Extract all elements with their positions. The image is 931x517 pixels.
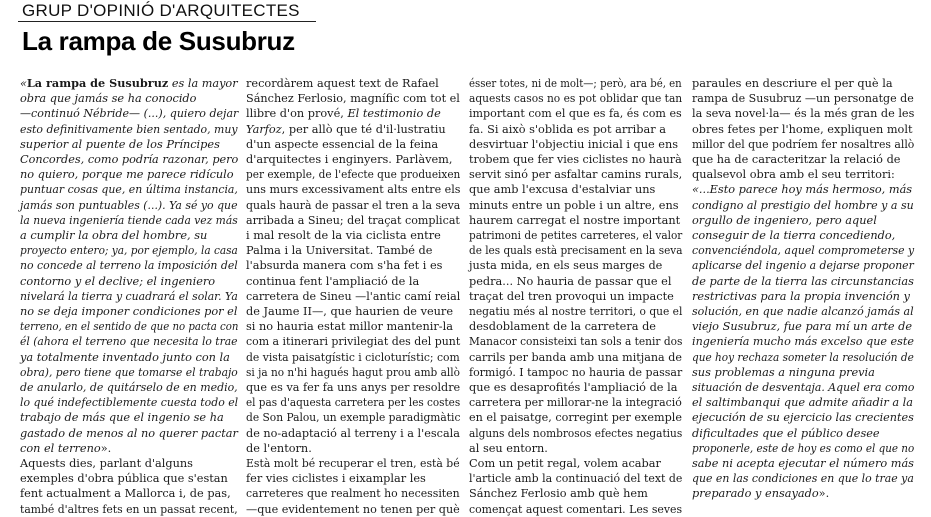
text-run: carretera de Sineu —l'antic camí reial — [246, 289, 461, 303]
text-line — [246, 258, 460, 273]
text-run: llibre d'on prové, — [246, 107, 348, 121]
text-run: recordàrem aquest text de Rafael — [246, 77, 439, 90]
text-run: solución, en que nadie alcanzó jamás al — [692, 305, 914, 319]
article-headline: La rampa de Susubruz — [22, 26, 295, 56]
text-line — [692, 274, 914, 289]
text-run: a cumplir la obra del hombre, su — [20, 229, 208, 243]
text-line — [692, 198, 914, 213]
text-run: pedra... No hauria de passar que el — [469, 274, 672, 288]
text-line — [692, 441, 915, 456]
text-line — [246, 350, 460, 365]
text-run: Sánchez Ferlosio amb què hem — [469, 487, 648, 501]
text-run: quals haurà de passar el tren a la seva — [246, 198, 461, 212]
text-line — [246, 152, 460, 167]
text-line — [469, 274, 682, 289]
text-line — [246, 182, 461, 197]
text-run: ». — [100, 441, 112, 455]
text-line — [246, 76, 460, 91]
text-line — [692, 395, 914, 410]
text-run: negatiu més al nostre territori, o que el — [469, 305, 683, 319]
text-run: d'arquitectes i enginyers. Parlàvem, — [246, 153, 453, 167]
text-run: no concede al terreno la imposición del — [20, 259, 238, 273]
text-run: que hoy rechaza someter la resolución de — [692, 350, 914, 364]
text-run: « — [20, 77, 27, 90]
text-line — [246, 395, 461, 410]
text-run: «...Esto parece hoy más hermoso, más — [692, 183, 913, 197]
text-line — [692, 410, 912, 425]
text-line — [469, 456, 682, 471]
text-line — [692, 213, 914, 228]
text-run: conseguir de la tierra concediendo, — [692, 229, 896, 243]
text-line — [20, 289, 238, 304]
text-run: de anularlo, de quitárselo de en medio, — [20, 381, 238, 395]
text-run: El testimonio de — [347, 107, 441, 121]
text-run: fa. Si això s'oblida es pot arribar a — [469, 122, 666, 136]
text-line — [692, 258, 914, 273]
text-line — [20, 243, 238, 258]
text-line — [246, 167, 461, 182]
text-run: i mal resolt de la via ciclista entre — [246, 229, 441, 243]
text-run: si ja no n'hi hagués hagut prou amb allò — [246, 365, 460, 379]
text-line — [246, 289, 461, 304]
text-line — [692, 243, 915, 258]
text-line — [20, 76, 237, 91]
text-run: terreno, en el sentido de que no pacta con — [20, 320, 239, 334]
text-run: exemples d'obra pública que s'estan — [20, 472, 228, 486]
text-line — [246, 471, 460, 486]
text-run: qualsevol obra amb el seu territori: — [692, 168, 895, 182]
text-run: l'absurda manera com s'ha fet i es — [246, 259, 443, 273]
text-line — [469, 258, 682, 273]
text-run: preparado y ensayado — [692, 487, 819, 501]
text-line — [469, 137, 682, 152]
text-run: aquests casos no es pot oblidar que tan — [469, 92, 683, 106]
text-line — [246, 410, 461, 425]
text-run: gastado de menos al no querer pactar — [20, 426, 238, 440]
text-run: desdoblament de la carretera de — [469, 320, 656, 334]
text-run: sabe ni acepta ejecutar el número más — [692, 457, 914, 471]
text-line — [20, 152, 237, 167]
text-line — [20, 122, 238, 137]
text-run: la seva novel·la— és la més gran de les — [692, 107, 915, 121]
text-run: d'un aspecte essencial de la feina — [246, 137, 439, 151]
text-run: l'article amb la continuació del text de — [469, 472, 683, 486]
text-line — [20, 502, 238, 517]
text-line — [20, 106, 239, 121]
text-run: proyecto entero; ya, por ejemplo, la casa — [20, 244, 238, 258]
text-line — [20, 410, 238, 425]
text-line — [692, 334, 914, 349]
text-line — [469, 334, 683, 349]
text-line — [20, 182, 238, 197]
text-line — [20, 319, 239, 334]
text-line — [692, 456, 914, 471]
text-run: de Son Palou, un exemple paradigmàtic — [246, 411, 461, 425]
text-run: no quiero, porque me parece ridículo — [20, 168, 234, 182]
text-run: aplicarse del ingenio a dejarse proponer — [692, 259, 914, 273]
text-run: Concordes, como podría razonar, pero — [20, 153, 239, 167]
text-run: continua fent l'ampliació de la — [246, 274, 420, 288]
text-line — [469, 91, 683, 106]
text-line — [469, 395, 682, 410]
text-run: situación de desventaja. Aquel era como — [692, 381, 915, 395]
text-run: sus problemas a ninguna previa — [692, 365, 875, 379]
text-run: en el paisatge, corregint per exemple — [469, 411, 682, 425]
text-run: carrils per banda amb una mitjana de — [469, 350, 682, 364]
text-line — [246, 502, 458, 517]
text-run: de parte de la tierra las circunstancias — [692, 274, 914, 288]
text-run: condigno al prestigio del hombre y a su — [692, 198, 914, 212]
text-run: com a itinerari privilegiat des del punt — [246, 335, 461, 349]
text-run: ejecución de su ejercicio las crecientes — [692, 411, 914, 425]
text-line — [692, 182, 914, 197]
text-run: haurem carregat el nostre important — [469, 213, 681, 227]
text-line — [692, 137, 915, 152]
text-run: que es va fer fa uns anys per resoldre — [246, 381, 461, 395]
text-line — [246, 198, 461, 213]
text-line — [246, 319, 460, 334]
text-line — [20, 426, 238, 441]
kicker-rule — [18, 21, 316, 22]
text-run: uns murs excessivament alts entre els — [246, 183, 461, 197]
text-run: desvirtuar l'objectiu inicial i que ens — [469, 137, 679, 151]
text-run: convenciéndola, aquel comprometerse y — [692, 244, 915, 258]
text-line — [692, 486, 914, 501]
text-run: de les quals està precisament en la seva — [469, 244, 683, 258]
text-line — [20, 198, 238, 213]
text-run: fent actualment a Mallorca i, de pas, — [20, 487, 231, 501]
text-run: lo qué indefectiblemente cuesta todo el — [20, 396, 239, 410]
text-run: puntuar cosas que, en última instancia, — [20, 183, 238, 197]
text-run: de l'entorn. — [246, 441, 312, 455]
text-line — [20, 137, 238, 152]
text-line — [469, 106, 682, 121]
text-line — [246, 274, 460, 289]
text-line — [692, 122, 914, 137]
text-run: ingeniería mucho más excelso que este — [692, 335, 914, 349]
text-run: al seu entorn. — [469, 441, 548, 455]
text-run: formigó. I tampoc no hauria de passar — [469, 365, 683, 379]
text-run: jamás son puntuables (...). Ya sé yo que — [20, 198, 238, 212]
text-run: obra que jamás se ha conocido — [20, 92, 197, 106]
text-line — [692, 380, 915, 395]
text-line — [469, 228, 683, 243]
text-line — [20, 213, 238, 228]
text-line — [469, 410, 680, 425]
text-line — [246, 426, 459, 441]
text-line — [20, 486, 238, 501]
text-line — [246, 441, 460, 456]
text-run: viejo Susubruz, fue para mí un arte de — [692, 320, 913, 334]
text-line — [692, 106, 913, 121]
text-line — [469, 213, 682, 228]
text-line — [469, 182, 682, 197]
text-run: justa mida, en els seus marges de — [469, 259, 663, 273]
text-run: contorno y el declive; el ingeniero — [20, 274, 216, 288]
text-line — [20, 274, 238, 289]
text-line — [20, 334, 238, 349]
text-line — [469, 304, 683, 319]
text-run: minuts entre un poble i un altre, ens — [469, 198, 679, 212]
text-run: millor del que podríem fer nosaltres allò — [692, 137, 915, 151]
text-line — [469, 486, 682, 501]
text-line — [246, 106, 460, 121]
text-run: ya totalmente inventado junto con la — [20, 350, 230, 364]
text-run: —continuó Nébride— (...), quiero dejar — [20, 107, 239, 121]
text-run: Com un petit regal, volem acabar — [469, 457, 661, 471]
text-line — [692, 76, 914, 91]
text-run: traçat del tren provoqui un impacte — [469, 289, 674, 303]
text-column-4 — [692, 76, 915, 501]
text-line — [692, 365, 914, 380]
text-run: obres fetes per l'home, expliquen molt — [692, 122, 913, 136]
section-kicker: GRUP D'OPINIÓ D'ARQUITECTES — [22, 1, 300, 20]
text-line — [20, 91, 238, 106]
text-line — [469, 350, 682, 365]
text-line — [246, 456, 460, 471]
text-run: que amb l'excusa d'estalviar uns — [469, 183, 656, 197]
text-line — [246, 243, 460, 258]
text-line — [246, 365, 460, 380]
text-run: paraules en descriure el per què la — [692, 77, 893, 90]
text-run: obra), pero tiene que tomarse el trabajo — [20, 365, 238, 379]
text-line — [692, 167, 914, 182]
text-run: trobem que fer vies ciclistes no haurà — [469, 153, 682, 167]
text-run: rampa de Susubruz —un personatge de — [692, 92, 914, 106]
text-line — [20, 167, 238, 182]
text-column-2 — [246, 76, 461, 516]
text-run: per exemple, de l'efecte que produeixen — [246, 168, 461, 182]
text-line — [246, 137, 460, 152]
text-column-1 — [20, 76, 239, 516]
text-line — [246, 122, 460, 137]
text-line — [469, 502, 683, 517]
text-run: La rampa de Susubruz — [26, 76, 169, 90]
text-line — [20, 456, 238, 471]
text-line — [469, 441, 682, 456]
text-line — [469, 152, 682, 167]
text-run: si no hauria estat millor mantenir-la — [246, 320, 453, 334]
text-run: , per allò que té d'il·lustratiu — [281, 122, 446, 136]
text-run: esto definitivamente bien sentado, muy — [20, 122, 238, 136]
text-column-3 — [469, 76, 683, 516]
text-run: la nueva ingeniería tiende cada vez más — [20, 213, 238, 227]
text-run: començat aquest comentari. Les seves — [469, 502, 683, 516]
text-line — [469, 365, 683, 380]
text-run: alguns dels nombrosos efectes negatius — [469, 426, 683, 440]
text-line — [20, 258, 238, 273]
text-run: de no-adaptació al terreny i a l'escala — [246, 426, 460, 440]
text-line — [692, 426, 914, 441]
text-line — [20, 380, 238, 395]
text-line — [20, 304, 238, 319]
text-line — [246, 228, 460, 243]
text-line — [469, 380, 682, 395]
text-run: també d'altres fets en un passat recent, — [20, 502, 238, 516]
text-line — [692, 91, 914, 106]
text-run: nivelará la tierra y cuadrará el solar. Ya — [20, 289, 238, 303]
text-line — [469, 122, 682, 137]
text-run: Manacor consisteixi tan sols a tenir dos — [469, 335, 683, 349]
text-line — [469, 426, 683, 441]
text-line — [692, 319, 914, 334]
text-run: Sánchez Ferlosio, magnífic com tot el — [246, 92, 460, 106]
text-run: carretera per millorar-ne la integració — [469, 396, 682, 410]
text-run: restrictivas para la propia invención y — [692, 289, 910, 303]
text-line — [469, 471, 683, 486]
text-run: superior al puente de los Príncipes — [20, 137, 220, 151]
text-run: servit sinó per asfaltar camins rurals, — [469, 168, 683, 182]
text-run: de vista paisatgístic i cicloturístic; com — [246, 350, 460, 364]
text-line — [469, 319, 682, 334]
text-line — [469, 198, 682, 213]
text-line — [469, 76, 682, 91]
text-line — [246, 334, 461, 349]
text-line — [469, 243, 683, 258]
text-run: Yarfoz — [246, 122, 282, 136]
text-run: él (ahora el terreno que necesita lo trae — [20, 335, 238, 349]
text-line — [20, 228, 238, 243]
text-run: con el terreno — [20, 441, 101, 455]
text-line — [246, 380, 461, 395]
text-run: patrimoni de petites carreteres, el valor — [469, 229, 683, 243]
text-run: dificultades que el público desee — [692, 426, 880, 440]
text-run: Està molt bé recuperar el tren, està bé — [246, 457, 460, 471]
text-line — [469, 289, 682, 304]
text-line — [20, 471, 238, 486]
text-run: fer vies ciclistes i eixamplar les — [246, 472, 426, 486]
text-run: arribada a Sineu; del traçat complicat — [246, 213, 460, 227]
text-line — [246, 486, 460, 501]
text-line — [692, 228, 914, 243]
text-line — [20, 350, 238, 365]
text-run: que en las condiciones en que lo trae ya — [692, 472, 914, 486]
text-line — [20, 441, 238, 456]
text-line — [692, 471, 914, 486]
text-run: que ha de caracteritzar la relació de — [692, 153, 901, 167]
text-run: que es desaprofités l'ampliació de la — [469, 381, 678, 395]
text-line — [692, 350, 914, 365]
text-run: el pas d'aquesta carretera per les costes — [246, 396, 461, 410]
text-line — [246, 213, 460, 228]
text-run: orgullo de ingeniero, pero aquel — [692, 213, 877, 227]
text-run: trabajo de más que el ingenio se ha — [20, 411, 224, 425]
text-line — [692, 152, 914, 167]
text-line — [692, 304, 914, 319]
text-run: Palma i la Universitat. També de — [246, 244, 433, 258]
text-line — [246, 304, 460, 319]
text-run: ». — [818, 487, 830, 501]
text-line — [20, 395, 239, 410]
text-run: proponerle, este de hoy es como el que no — [692, 441, 915, 455]
text-run: ésser totes, ni de molt—; però, ara bé, en — [469, 77, 682, 90]
text-line — [469, 167, 683, 182]
text-run: Aquests dies, parlant d'alguns — [20, 457, 193, 471]
text-run: —que evidentement no tenen per què — [246, 502, 460, 516]
text-line — [246, 91, 459, 106]
text-run: el saltimbanqui que admite añadir a la — [692, 396, 914, 410]
text-line — [692, 289, 914, 304]
text-run: important com el que es fa, és com es — [469, 107, 682, 121]
text-run: de Jaume II—, que haurien de veure — [246, 305, 454, 319]
text-run: no se deja imponer condiciones por el — [20, 305, 238, 319]
text-run: es la mayor — [168, 77, 238, 90]
text-line — [20, 365, 238, 380]
text-run: carreteres que realment ho necessiten — [246, 487, 460, 501]
